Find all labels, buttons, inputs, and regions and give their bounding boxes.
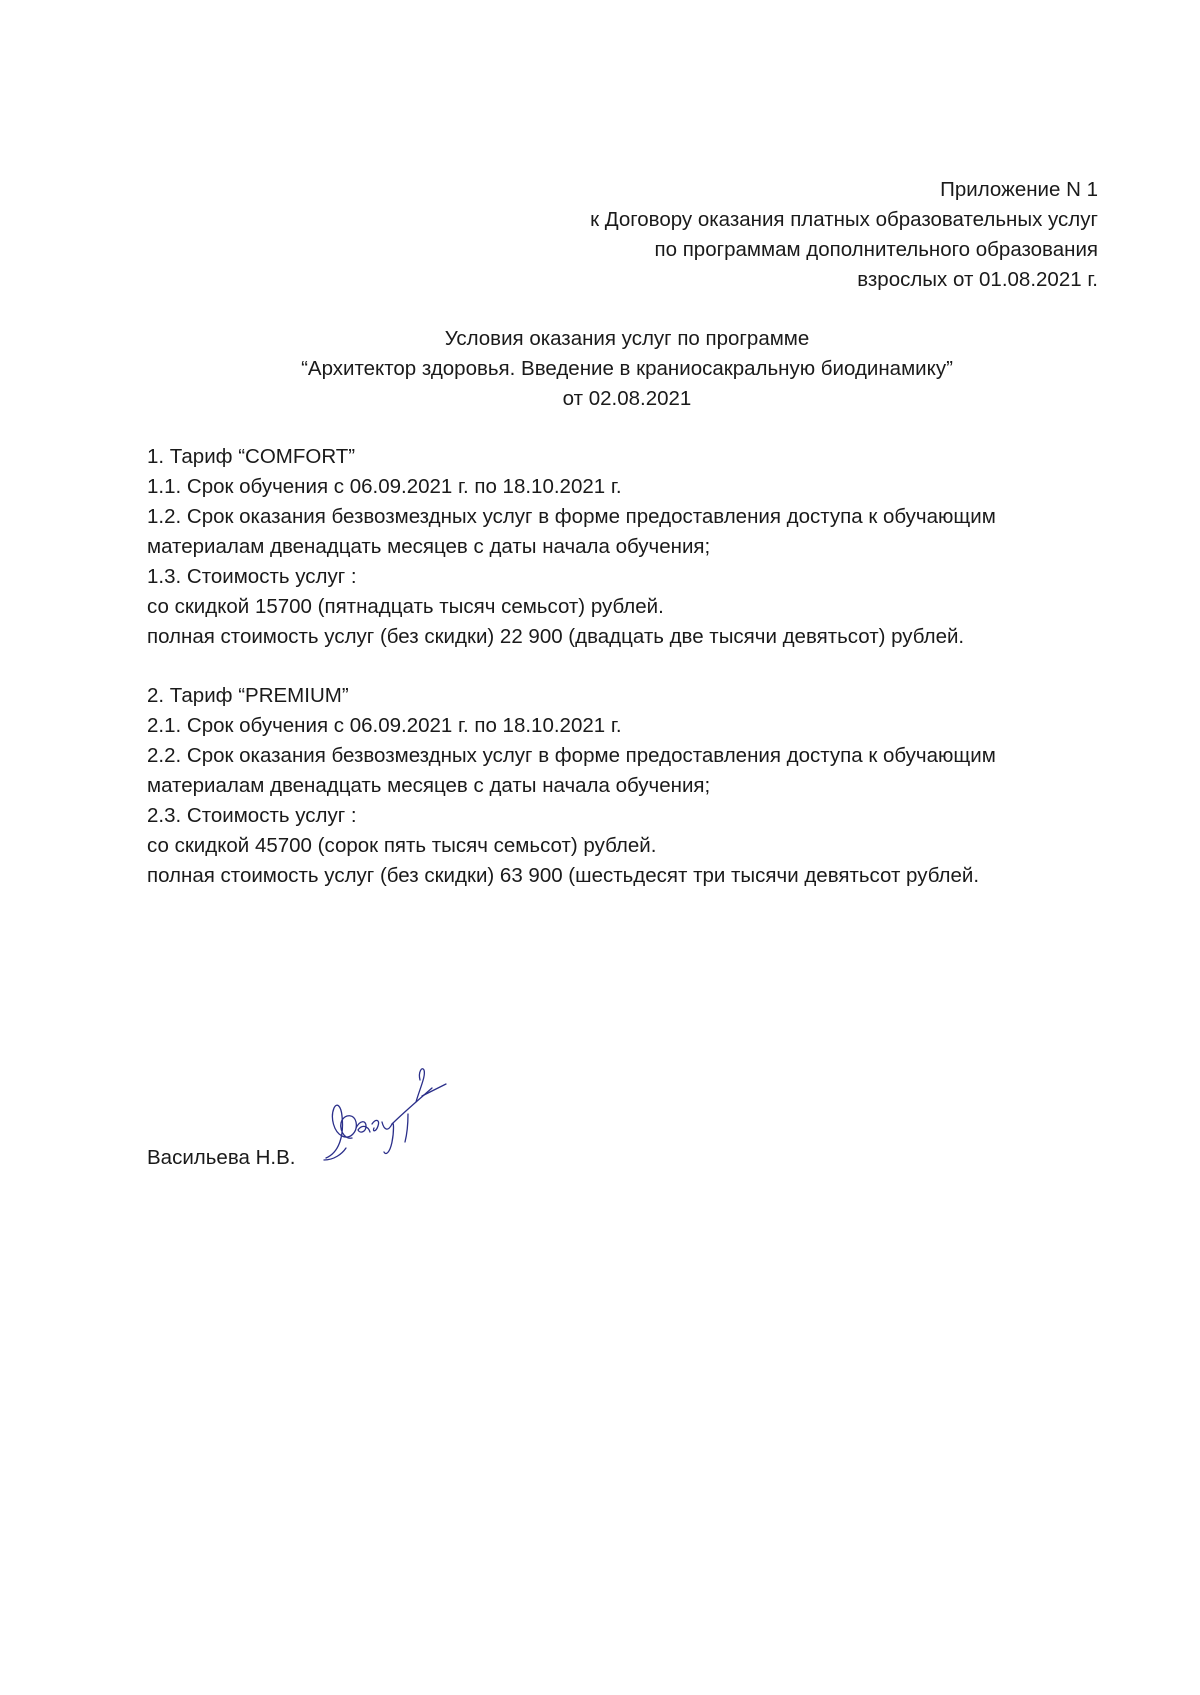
program-name: “Архитектор здоровья. Введение в краниосакральную биодинамику” xyxy=(301,357,953,380)
tariff-cost-heading: 1.3. Стоимость услуг : xyxy=(147,565,357,588)
document-date: от 02.08.2021 xyxy=(562,387,692,410)
tariff-heading: 2. Тариф “PREMIUM” xyxy=(147,684,349,707)
tariff-term: 1.1. Срок обучения с 06.09.2021 г. по 18.10.2021 г. xyxy=(147,475,622,498)
tariff-discount-price: со скидкой 45700 (сорок пять тысяч семьсот) рублей. xyxy=(147,834,657,857)
tariff-full-price: полная стоимость услуг (без скидки) 22 900 (двадцать две тысячи девятьсот) рублей. xyxy=(147,625,965,648)
tariff-term: 2.1. Срок обучения с 06.09.2021 г. по 18.10.2021 г. xyxy=(147,714,622,737)
tariff-heading: 1. Тариф “COMFORT” xyxy=(147,445,356,468)
signatory-name: Васильева Н.В. xyxy=(147,1146,296,1169)
document-title: Условия оказания услуг по программе xyxy=(444,327,810,350)
tariff-access: 2.2. Срок оказания безвозмездных услуг в форме предоставления доступа к обучающим xyxy=(147,744,996,767)
handwritten-signature xyxy=(320,1062,450,1162)
appendix-number: Приложение N 1 xyxy=(940,178,1098,201)
appendix-date: взрослых от 01.08.2021 г. xyxy=(857,268,1098,291)
tariff-access-cont: материалам двенадцать месяцев с даты начала обучения; xyxy=(147,774,711,797)
tariff-cost-heading: 2.3. Стоимость услуг : xyxy=(147,804,357,827)
appendix-contract-ref: к Договору оказания платных образовательных услуг xyxy=(590,208,1098,231)
tariff-access-cont: материалам двенадцать месяцев с даты начала обучения; xyxy=(147,535,711,558)
tariff-full-price: полная стоимость услуг (без скидки) 63 900 (шестьдесят три тысячи девятьсот рублей. xyxy=(147,864,980,887)
tariff-access: 1.2. Срок оказания безвозмездных услуг в форме предоставления доступа к обучающим xyxy=(147,505,996,528)
tariff-discount-price: со скидкой 15700 (пятнадцать тысяч семьсот) рублей. xyxy=(147,595,664,618)
appendix-program-ref: по программам дополнительного образования xyxy=(654,238,1098,261)
